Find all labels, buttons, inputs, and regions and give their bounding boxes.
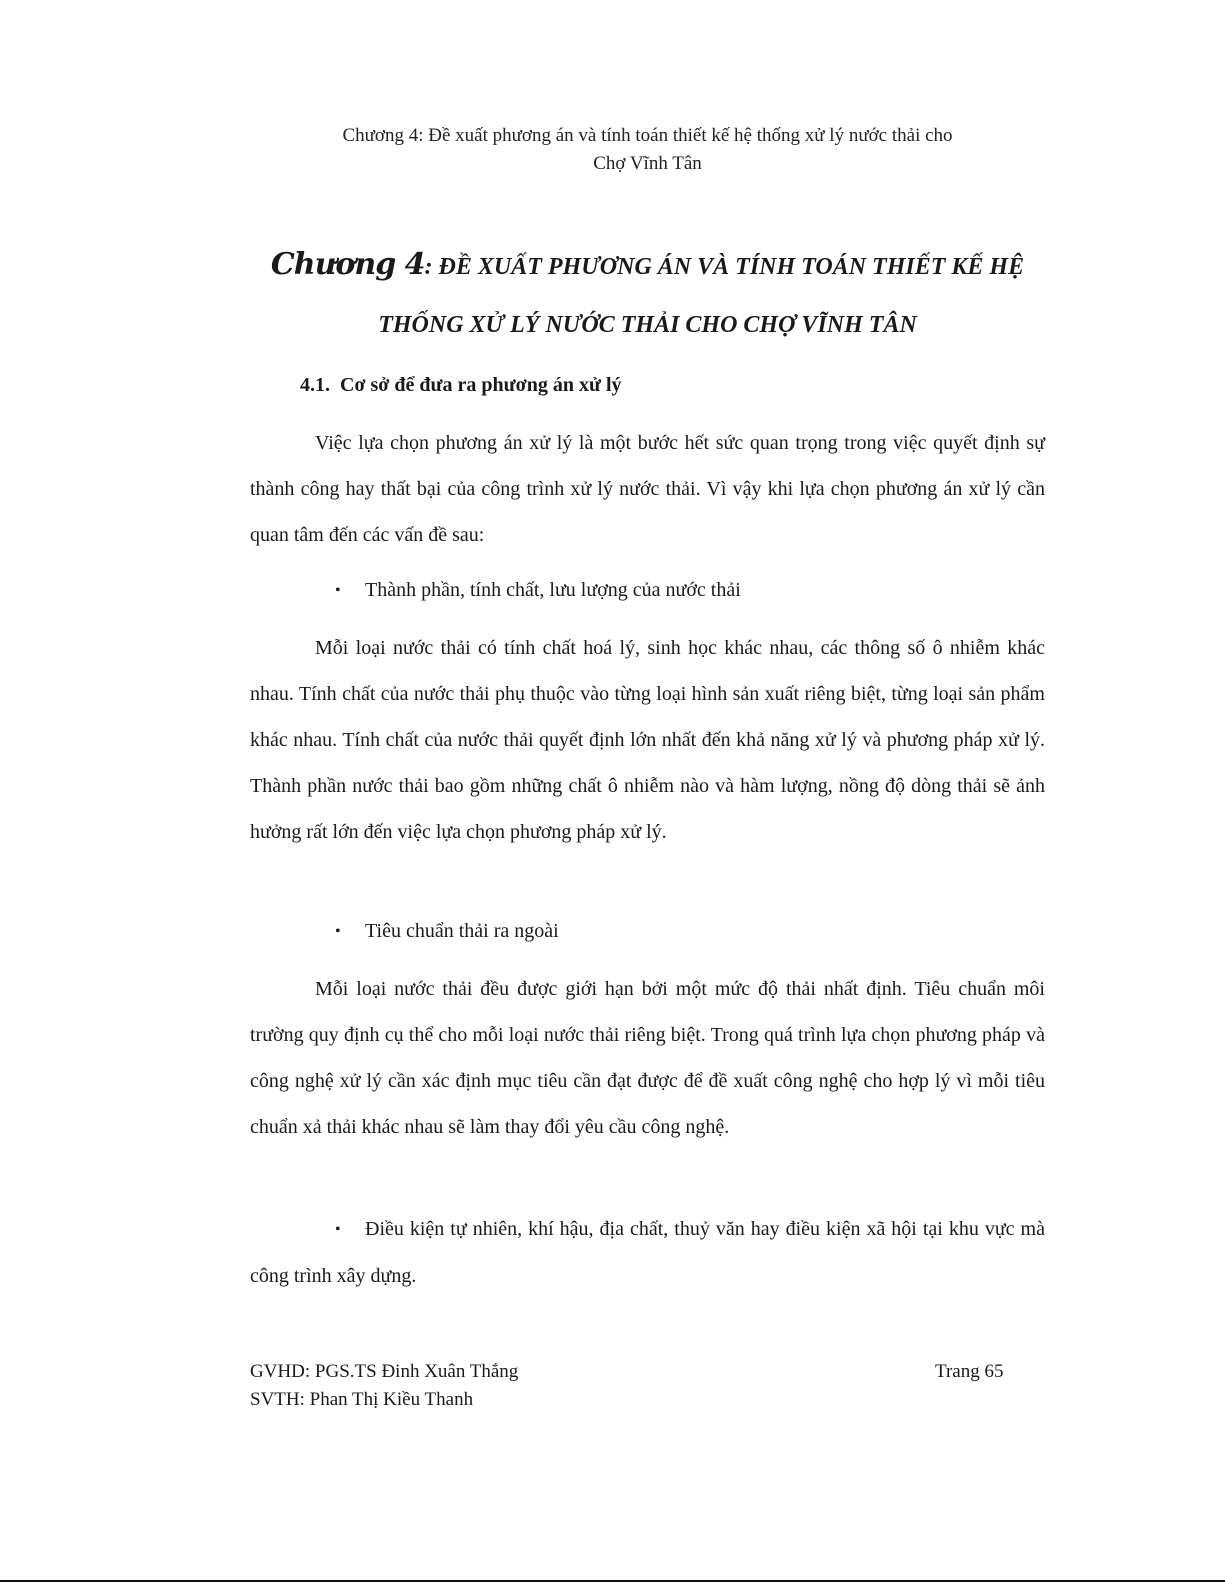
paragraph-3: Mỗi loại nước thải đều được giới hạn bởi một mức độ thải nhất định. Tiêu chuẩn môi trường quy định cụ thể cho mỗi loại nước thải riêng biệt. Trong quá trình lựa chọn phương pháp và công nghệ xử lý cần xác định mục tiêu cần đạt được để đề xuất công nghệ cho hợp lý vì mỗi tiêu chuẩn xả thải khác nhau sẽ làm thay đổi yêu cầu công nghệ. (250, 978, 1045, 1138)
section-heading (300, 370, 622, 400)
running-header (250, 122, 1045, 178)
bullet-icon: • (335, 923, 341, 940)
bullet-item-2-text: Tiêu chuẩn thải ra ngoài (365, 920, 559, 942)
chapter-title-line-1 (250, 236, 1045, 296)
chapter-word: Chương 4 (270, 247, 425, 282)
bullet-icon: • (335, 582, 341, 599)
bullet-item-3 (250, 1206, 1045, 1299)
paragraph-2: Mỗi loại nước thải có tính chất hoá lý, sinh học khác nhau, các thông số ô nhiễm khác nhau. Tính chất của nước thải phụ thuộc vào từng loại hình sản xuất riêng biệt, từng loại sản phẩm khác nhau. Tính chất của nước thải quyết định lớn nhất đến khả năng xử lý và phương pháp xử lý. Thành phần nước thải bao gồm những chất ô nhiễm nào và hàm lượng, nồng độ dòng thải sẽ ảnh hưởng rất lớn đến việc lựa chọn phương pháp xử lý. (250, 637, 1045, 843)
bottom-rule (0, 1580, 1225, 1582)
bullet-icon: • (335, 1221, 341, 1238)
chapter-title-line-2: THỐNG XỬ LÝ NƯỚC THẢI CHO CHỢ VĨNH TÂN (378, 312, 917, 338)
footer-left (250, 1358, 518, 1414)
bullet-item-3-text: Điều kiện tự nhiên, khí hậu, địa chất, thuỷ văn hay điều kiện xã hội tại khu vực mà công trình xây dựng. (250, 1218, 1045, 1287)
running-header-line-1: Chương 4: Đề xuất phương án và tính toán thiết kế hệ thống xử lý nước thải cho (342, 125, 953, 146)
footer-student: SVTH: Phan Thị Kiều Thanh (250, 1389, 474, 1410)
bullet-item-1-text: Thành phần, tính chất, lưu lượng của nước thải (365, 579, 741, 601)
chapter-title-text-1: ĐỀ XUẤT PHƯƠNG ÁN VÀ TÍNH TOÁN THIẾT KẾ HỆ (438, 254, 1025, 280)
chapter-separator: : (424, 254, 433, 280)
section-title: Cơ sở để đưa ra phương án xử lý (340, 374, 622, 396)
running-header-line-2: Chợ Vĩnh Tân (593, 153, 702, 174)
paragraph-1: Việc lựa chọn phương án xử lý là một bước hết sức quan trọng trong việc quyết định sự thành công hay thất bại của công trình xử lý nước thải. Vì vậy khi lựa chọn phương án xử lý cần quan tâm đến các vấn đề sau: (250, 432, 1045, 546)
bullet-item-1 (335, 570, 741, 611)
chapter-title (250, 236, 1045, 354)
section-number: 4.1. (300, 374, 330, 396)
footer-page-number: Trang 65 (935, 1361, 1004, 1382)
footer-advisor: GVHD: PGS.TS Đinh Xuân Thắng (250, 1361, 519, 1382)
bullet-item-2 (335, 911, 559, 952)
